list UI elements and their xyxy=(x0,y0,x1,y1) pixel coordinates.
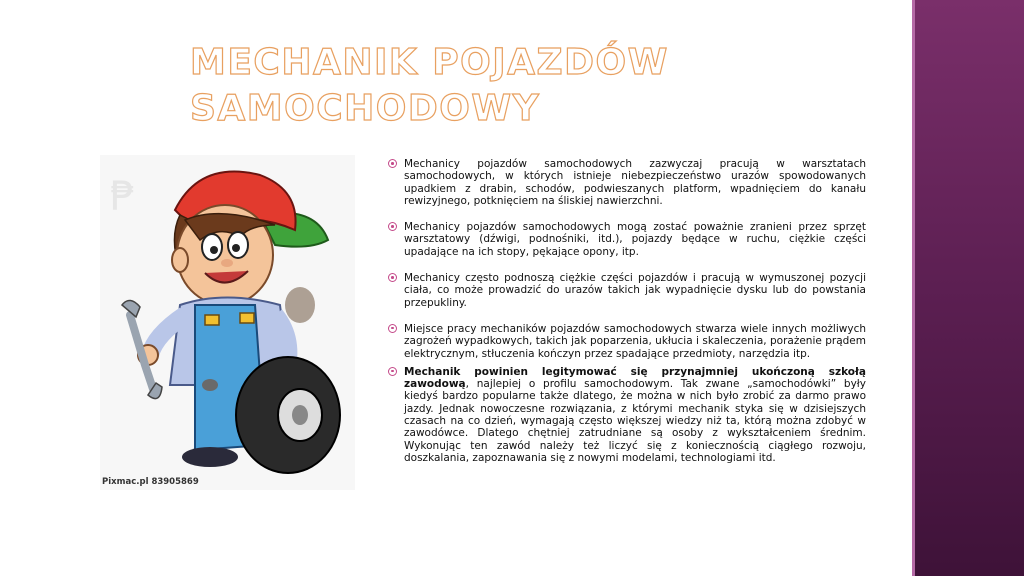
bullet-icon xyxy=(388,222,397,231)
bullet-icon xyxy=(388,324,397,333)
bullet-text: Mechanicy pojazdów samochodowych mogą zostać poważnie zranieni przez sprzęt warsztatowy (dźwigi, podnośniki, itd.), pojazdy będące w ruchu, ciężkie części upadające na ich stopy, pękające opony, itp. xyxy=(404,221,866,258)
bullet-bold-text: Mechanik powinien legitymować się przynajmniej ukończoną szkołą zawodową xyxy=(404,365,866,391)
bullet-list xyxy=(388,158,866,478)
mechanic-cartoon-icon xyxy=(100,155,355,490)
bullet-text: Mechanicy często podnoszą ciężkie części pojazdów i pracują w wymuszonej pozycji ciała, co może prowadzić do urazów takich jak wypadnięcie dysku lub do powstania przepukliny. xyxy=(404,272,866,309)
title-line-2: SAMOCHODOWY xyxy=(190,88,541,129)
bullet-item xyxy=(388,323,866,360)
bullet-text: Mechanicy pojazdów samochodowych zazwyczaj pracują w warsztatach samochodowych, w których istnieje niebezpieczeństwo urazów spowodowanych upadkiem z drabin, schodów, podwieszanych platform, wpadnięciem do kanału rewizyjnego, potknięciem na śliskiej nawierzchni. xyxy=(404,158,866,207)
slide-title xyxy=(190,40,790,132)
bullet-item xyxy=(388,366,866,464)
bullet-icon xyxy=(388,159,397,168)
svg-text:₱: ₱ xyxy=(110,174,136,220)
mechanic-illustration xyxy=(100,155,355,490)
image-caption: Pixmac.pl 83905869 xyxy=(102,477,199,487)
bullet-item xyxy=(388,272,866,309)
title-line-1: MECHANIK POJAZDÓW xyxy=(190,42,669,83)
bullet-item xyxy=(388,158,866,207)
bullet-icon xyxy=(388,273,397,282)
decorative-side-band xyxy=(912,0,1024,576)
bullet-icon xyxy=(388,367,397,376)
bullet-item xyxy=(388,221,866,258)
bullet-text: Miejsce pracy mechaników pojazdów samochodowych stwarza wiele innych możliwych zagrożeń wypadkowych, takich jak poparzenia, ukłucia i skaleczenia, porażenie prądem elektrycznym, stłuczenia kończyn przez spadające przedmioty, narzędzia itp. xyxy=(404,322,866,360)
bullet-text: , najlepiej o profilu samochodowym. Tak zwane „samochodówki” były kiedyś bardzo popularne także dlatego, że można w nich było zrobić za darmo prawo jazdy. Jednak nowoczesne rozwiązania, z którymi mechanik styka się w dzisiejszych czasach na co dzień, wymagają często większej wiedzy niż ta, którą można zdobyć w zawodówce. Dlatego chętniej zatrudniane są osoby z wykształceniem średnim. Wykonując ten zawód należy też liczyć się z koniecznością ciągłego rozwoju, doszkalania, zapoznawania się z nowymi modelami, technologiami itd. xyxy=(404,378,866,464)
